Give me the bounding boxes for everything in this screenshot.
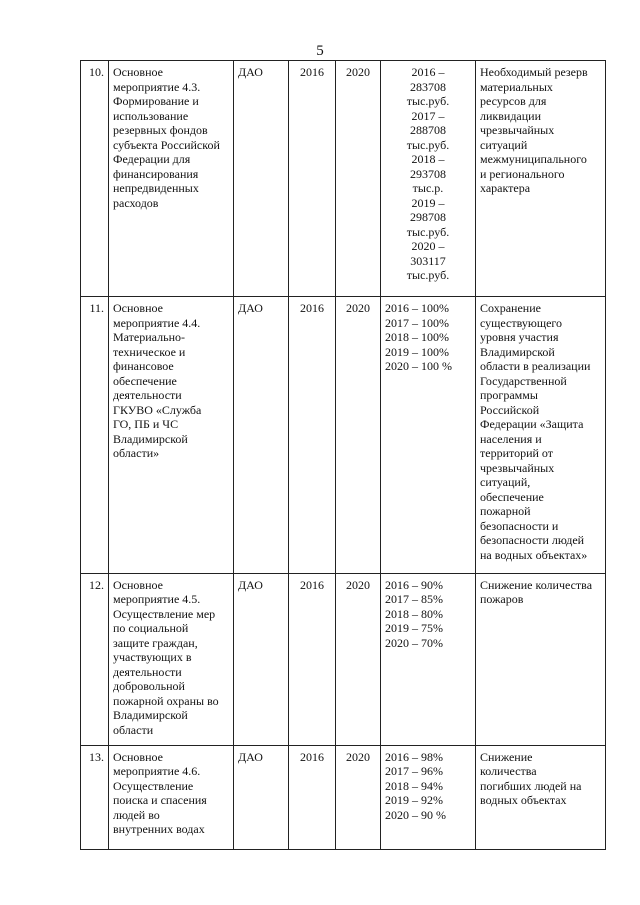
start-year: 2016 <box>289 745 336 849</box>
cell-line: поиска и спасения <box>113 793 207 808</box>
measure-name <box>109 745 234 849</box>
cell-line: 2017 – 100% <box>385 315 449 330</box>
cell-line: пожаров <box>480 592 524 607</box>
cell-line: населения и <box>480 431 542 446</box>
cell-line: межмуниципального <box>480 152 587 166</box>
cell-line: деятельности <box>113 388 182 403</box>
cell-line: чрезвычайных <box>480 123 555 137</box>
cell-line: Снижение <box>480 749 533 764</box>
cell-line: характера <box>480 181 531 195</box>
cell-line: мероприятие 4.5. <box>113 592 201 607</box>
cell-line: 2019 – 92% <box>385 793 443 808</box>
cell-line: пожарной <box>480 504 531 519</box>
cell-line: 2016 – 98% <box>385 749 443 764</box>
cell-line: 283708 <box>410 79 446 94</box>
table-row <box>81 745 606 849</box>
row-number: 10. <box>81 61 109 297</box>
end-year: 2020 <box>336 573 381 745</box>
cell-line: количества <box>480 764 537 779</box>
cell-line: ресурсов для <box>480 94 547 108</box>
cell-line: 288708 <box>410 123 446 137</box>
row-number: 12. <box>81 573 109 745</box>
cell-line: 2018 – 94% <box>385 778 443 793</box>
cell-line: обеспечение <box>480 489 544 504</box>
cell-line: субъекта Российской <box>113 137 220 152</box>
table-row <box>81 61 606 297</box>
cell-line: мероприятие 4.6. <box>113 764 201 779</box>
cell-line: ликвидации <box>480 108 542 123</box>
cell-line: 2018 – 80% <box>385 606 443 621</box>
cell-line: внутренних водах <box>113 822 205 837</box>
cell-line: 2017 – 85% <box>385 592 443 607</box>
executor: ДАО <box>234 573 289 745</box>
cell-line: Сохранение <box>480 301 541 316</box>
cell-line: расходов <box>113 195 159 210</box>
cell-line: тыс.руб. <box>406 224 450 239</box>
cell-line: 2017 – <box>411 108 445 123</box>
end-year: 2020 <box>336 61 381 297</box>
cell-line: 2016 – 90% <box>385 577 443 592</box>
cell-line: уровня участия <box>480 330 559 345</box>
indicator-values <box>381 61 476 297</box>
indicator-values <box>381 745 476 849</box>
executor: ДАО <box>234 61 289 297</box>
cell-line: Владимирской <box>480 344 555 359</box>
cell-line: добровольной <box>113 679 185 694</box>
cell-line: 2020 – 100 % <box>385 359 452 374</box>
cell-line: ГКУВО «Служба <box>113 402 202 417</box>
expected-result <box>476 61 606 297</box>
measure-name <box>109 61 234 297</box>
cell-line: существующего <box>480 315 563 330</box>
start-year: 2016 <box>289 297 336 573</box>
cell-line: Владимирской <box>113 708 188 723</box>
cell-line: безопасности людей <box>480 533 585 548</box>
table-row <box>81 573 606 745</box>
cell-line: 2019 – 75% <box>385 621 443 636</box>
cell-line: ситуаций <box>480 137 528 152</box>
table-row <box>81 297 606 573</box>
cell-line: Осуществление мер <box>113 606 216 621</box>
cell-line: участвующих в <box>113 650 192 665</box>
start-year: 2016 <box>289 61 336 297</box>
cell-line: 2016 – <box>411 65 445 79</box>
cell-line: Основное <box>113 65 163 79</box>
expected-result <box>476 573 606 745</box>
cell-line: Основное <box>113 301 163 316</box>
page-number: 5 <box>316 43 324 59</box>
cell-line: непредвиденных <box>113 181 199 195</box>
cell-line: области в реализации <box>480 359 591 374</box>
cell-line: тыс.руб. <box>406 268 450 282</box>
cell-line: по социальной <box>113 621 189 636</box>
cell-line: на водных объектах» <box>480 547 588 562</box>
cell-line: Осуществление <box>113 778 194 793</box>
cell-line: 298708 <box>410 210 446 224</box>
executor: ДАО <box>234 297 289 573</box>
end-year: 2020 <box>336 297 381 573</box>
cell-line: 2018 – <box>411 152 445 166</box>
cell-line: Снижение количества <box>480 577 593 592</box>
cell-line: Необходимый резерв <box>480 65 588 79</box>
cell-line: Основное <box>113 577 163 592</box>
start-year: 2016 <box>289 573 336 745</box>
cell-line: тыс.руб. <box>406 137 450 152</box>
cell-line: Государственной <box>480 373 567 388</box>
cell-line: 2019 – <box>411 195 445 210</box>
cell-line: пожарной охраны во <box>113 693 219 708</box>
cell-line: деятельности <box>113 664 182 679</box>
cell-line: использование <box>113 108 189 123</box>
cell-line: резервных фондов <box>113 123 208 137</box>
cell-line: 2017 – 96% <box>385 764 443 779</box>
measure-name <box>109 573 234 745</box>
cell-line: защите граждан, <box>113 635 198 650</box>
indicator-values <box>381 573 476 745</box>
cell-line: мероприятие 4.4. <box>113 315 201 330</box>
cell-line: обеспечение <box>113 373 177 388</box>
cell-line: ГО, ПБ и ЧС <box>113 417 179 432</box>
cell-line: материальных <box>480 79 553 94</box>
cell-line: области <box>113 722 154 737</box>
cell-line: финансирования <box>113 166 199 181</box>
cell-line: 2020 – 90 % <box>385 807 446 822</box>
cell-line: безопасности и <box>480 518 559 533</box>
expected-result <box>476 297 606 573</box>
cell-line: людей во <box>113 807 160 822</box>
cell-line: Федерации для <box>113 152 191 166</box>
cell-line: 2020 – <box>411 239 445 253</box>
cell-line: Владимирской <box>113 431 188 446</box>
cell-line: 2018 – 100% <box>385 330 449 345</box>
cell-line: ситуаций, <box>480 475 531 490</box>
cell-line: Российской <box>480 402 540 417</box>
cell-line: 2020 – 70% <box>385 635 443 650</box>
cell-line: территорий от <box>480 446 554 461</box>
cell-line: водных объектах <box>480 793 567 808</box>
indicator-values <box>381 297 476 573</box>
cell-line: 2019 – 100% <box>385 344 449 359</box>
cell-line: и регионального <box>480 166 565 181</box>
cell-line: тыс.р. <box>412 181 444 195</box>
measures-table <box>80 60 606 850</box>
cell-line: тыс.руб. <box>406 94 450 108</box>
cell-line: программы <box>480 388 538 403</box>
row-number: 13. <box>81 745 109 849</box>
cell-line: Основное <box>113 749 163 764</box>
row-number: 11. <box>81 297 109 573</box>
cell-line: 303117 <box>410 253 446 268</box>
cell-line: Материально- <box>113 330 185 345</box>
measure-name <box>109 297 234 573</box>
cell-line: техническое и <box>113 344 186 359</box>
executor: ДАО <box>234 745 289 849</box>
cell-line: области» <box>113 446 160 461</box>
cell-line: Федерации «Защита <box>480 417 584 432</box>
cell-line: 293708 <box>410 166 446 181</box>
cell-line: 2016 – 100% <box>385 301 449 316</box>
cell-line: чрезвычайных <box>480 460 555 475</box>
cell-line: мероприятие 4.3. <box>113 79 201 94</box>
end-year: 2020 <box>336 745 381 849</box>
expected-result <box>476 745 606 849</box>
cell-line: Формирование и <box>113 94 199 108</box>
cell-line: финансовое <box>113 359 174 374</box>
cell-line: погибших людей на <box>480 778 582 793</box>
